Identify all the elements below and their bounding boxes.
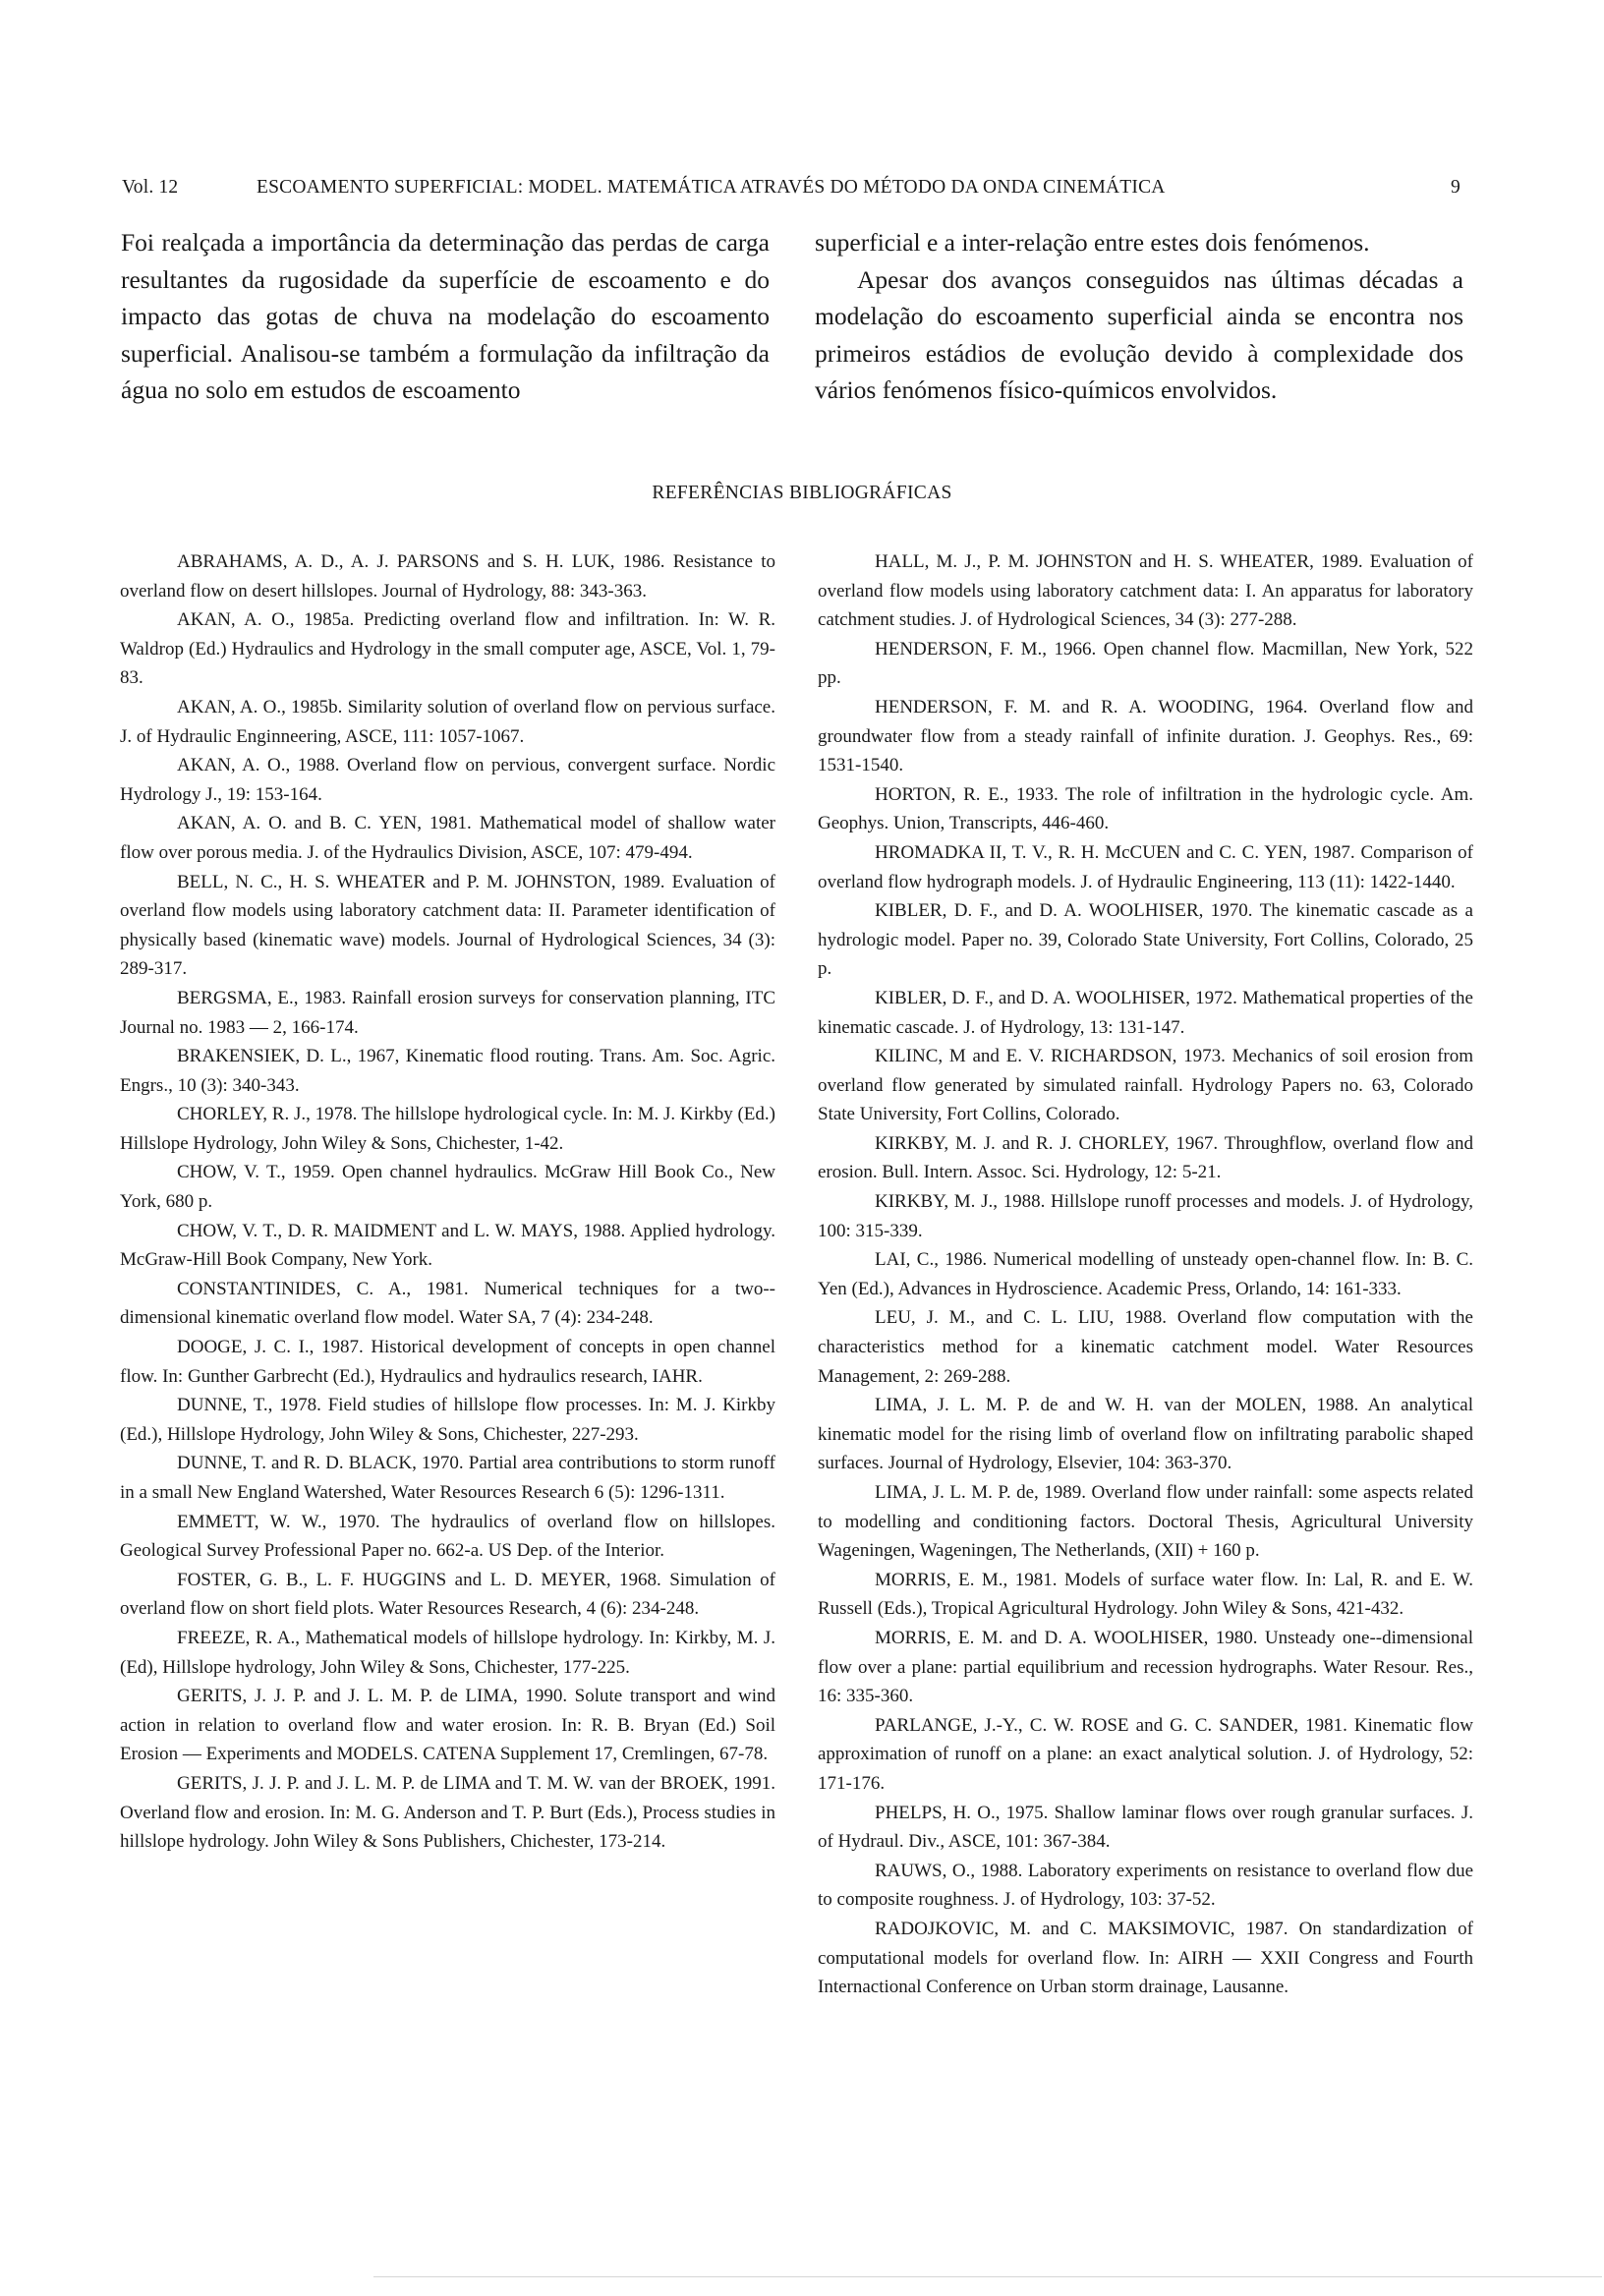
reference-entry: RADOJKOVIC, M. and C. MAKSIMOVIC, 1987. On standardization of computational models for overland flow. In: AIRH — XXII Congress and Fourth Internactional Conference on Urban storm drainage, Lausanne.: [818, 1918, 1473, 1998]
reference-entry: RAUWS, O., 1988. Laboratory experiments on resistance to overland flow due to composite roughness. J. of Hydrology, 103: 37-52.: [818, 1860, 1473, 1911]
reference-entry: ABRAHAMS, A. D., A. J. PARSONS and S. H. LUK, 1986. Resistance to overland flow on desert hillslopes. Journal of Hydrology, 88: 343-363.: [120, 551, 775, 602]
reference-entry: AKAN, A. O., 1985a. Predicting overland flow and infiltration. In: W. R. Waldrop (Ed.) Hydraulics and Hydrology in the small computer age, ASCE, Vol. 1, 79-83.: [120, 609, 775, 689]
references-heading: REFERÊNCIAS BIBLIOGRÁFICAS: [652, 483, 952, 503]
reference-entry: KIBLER, D. F., and D. A. WOOLHISER, 1972. Mathematical properties of the kinematic cascade. J. of Hydrology, 13: 131-147.: [818, 987, 1473, 1038]
intro-paragraph-continuation: superficial e a inter-relação entre estes dois fenómenos.: [815, 228, 1370, 257]
reference-entry: BERGSMA, E., 1983. Rainfall erosion surveys for conservation planning, ITC Journal no. 1983 — 2, 166-174.: [120, 987, 775, 1038]
reference-entry: KIRKBY, M. J., 1988. Hillslope runoff processes and models. J. of Hydrology, 100: 315-339.: [818, 1191, 1473, 1241]
references-column-right: [818, 547, 1473, 2002]
reference-entry: KIRKBY, M. J. and R. J. CHORLEY, 1967. Throughflow, overland flow and erosion. Bull. Intern. Assoc. Sci. Hydrology, 12: 5-21.: [818, 1132, 1473, 1183]
running-title: ESCOAMENTO SUPERFICIAL: MODEL. MATEMÁTICA ATRAVÉS DO MÉTODO DA ONDA CINEMÁTICA: [257, 177, 1166, 198]
page-number: 9: [1451, 177, 1461, 198]
reference-entry: LEU, J. M., and C. L. LIU, 1988. Overland flow computation with the characteristics method for a kinematic catchment model. Water Resources Management, 2: 269-288.: [818, 1307, 1473, 1387]
reference-entry: CHORLEY, R. J., 1978. The hillslope hydrological cycle. In: M. J. Kirkby (Ed.) Hillslope Hydrology, John Wiley & Sons, Chichester, 1-42.: [120, 1104, 775, 1154]
reference-entry: DUNNE, T., 1978. Field studies of hillslope flow processes. In: M. J. Kirkby (Ed.), Hillslope Hydrology, John Wiley & Sons, Chichester, 227-293.: [120, 1395, 775, 1445]
running-header: [122, 177, 1461, 206]
reference-entry: PHELPS, H. O., 1975. Shallow laminar flows over rough granular surfaces. J. of Hydraul. Div., ASCE, 101: 367-384.: [818, 1802, 1473, 1853]
reference-entry: FREEZE, R. A., Mathematical models of hillslope hydrology. In: Kirkby, M. J. (Ed), Hillslope hydrology, John Wiley & Sons, Chichester, 177-225.: [120, 1627, 775, 1678]
intro-column-right: [815, 224, 1463, 421]
reference-entry: CHOW, V. T., D. R. MAIDMENT and L. W. MAYS, 1988. Applied hydrology. McGraw-Hill Book Company, New York.: [120, 1220, 775, 1271]
reference-entry: BRAKENSIEK, D. L., 1967, Kinematic flood routing. Trans. Am. Soc. Agric. Engrs., 10 (3): 340-343.: [120, 1046, 775, 1096]
reference-entry: PARLANGE, J.-Y., C. W. ROSE and G. C. SANDER, 1981. Kinematic flow approximation of runoff on a plane: an exact analytical solution. J. of Hydrology, 52: 171-176.: [818, 1714, 1473, 1794]
reference-entry: GERITS, J. J. P. and J. L. M. P. de LIMA and T. M. W. van der BROEK, 1991. Overland flow and erosion. In: M. G. Anderson and T. P. Burt (Eds.), Process studies in hillslope hydrology. John Wiley & Sons Publishers, Chichester, 173-214.: [120, 1772, 775, 1853]
reference-entry: CONSTANTINIDES, C. A., 1981. Numerical techniques for a two--dimensional kinematic overland flow model. Water SA, 7 (4): 234-248.: [120, 1278, 775, 1329]
reference-entry: HENDERSON, F. M. and R. A. WOODING, 1964. Overland flow and groundwater flow from a steady rainfall of infinite duration. J. Geophys. Res., 69: 1531-1540.: [818, 696, 1473, 776]
reference-entry: KIBLER, D. F., and D. A. WOOLHISER, 1970. The kinematic cascade as a hydrologic model. Paper no. 39, Colorado State University, Fort Collins, Colorado, 25 p.: [818, 900, 1473, 980]
reference-entry: LIMA, J. L. M. P. de, 1989. Overland flow under rainfall: some aspects related to modelling and conditioning factors. Doctoral Thesis, Agricultural University Wageningen, Wageningen, The Netherlands, (XII) + 160 p.: [818, 1482, 1473, 1562]
reference-entry: CHOW, V. T., 1959. Open channel hydraulics. McGraw Hill Book Co., New York, 680 p.: [120, 1162, 775, 1213]
reference-entry: FOSTER, G. B., L. F. HUGGINS and L. D. MEYER, 1968. Simulation of overland flow on short field plots. Water Resources Research, 4 (6): 234-248.: [120, 1569, 775, 1620]
scan-edge-line: [373, 2276, 1602, 2277]
reference-entry: LAI, C., 1986. Numerical modelling of unsteady open-channel flow. In: B. C. Yen (Ed.), Advances in Hydroscience. Academic Press, Orlando, 14: 161-333.: [818, 1249, 1473, 1299]
references-column-left: [120, 547, 775, 1857]
reference-entry: DUNNE, T. and R. D. BLACK, 1970. Partial area contributions to storm runoff in a small New England Watershed, Water Resources Research 6 (5): 1296-1311.: [120, 1453, 775, 1503]
intro-paragraph: Apesar dos avanços conseguidos nas últimas décadas a modelação do escoamento superficial ainda se encontra nos primeiros estádios de evolução devido à complexidade dos vários fenómenos físico-químicos envolvidos.: [815, 264, 1463, 404]
reference-entry: HENDERSON, F. M., 1966. Open channel flow. Macmillan, New York, 522 pp.: [818, 638, 1473, 689]
reference-entry: GERITS, J. J. P. and J. L. M. P. de LIMA, 1990. Solute transport and wind action in relation to overland flow and water erosion. In: R. B. Bryan (Ed.) Soil Erosion — Experiments and MODELS. CATENA Supplement 17, Cremlingen, 67-78.: [120, 1686, 775, 1765]
reference-entry: HORTON, R. E., 1933. The role of infiltration in the hydrologic cycle. Am. Geophys. Union, Transcripts, 446-460.: [818, 783, 1473, 834]
reference-entry: MORRIS, E. M., 1981. Models of surface water flow. In: Lal, R. and E. W. Russell (Eds.), Tropical Agricultural Hydrology. John Wiley & Sons, 421-432.: [818, 1569, 1473, 1620]
reference-entry: AKAN, A. O., 1985b. Similarity solution of overland flow on pervious surface. J. of Hydraulic Enginneering, ASCE, 111: 1057-1067.: [120, 696, 775, 747]
reference-entry: KILINC, M and E. V. RICHARDSON, 1973. Mechanics of soil erosion from overland flow generated by simulated rainfall. Hydrology Papers no. 63, Colorado State University, Fort Collins, Colorado.: [818, 1046, 1473, 1125]
reference-entry: AKAN, A. O., 1988. Overland flow on pervious, convergent surface. Nordic Hydrology J., 19: 153-164.: [120, 755, 775, 805]
reference-entry: MORRIS, E. M. and D. A. WOOLHISER, 1980. Unsteady one--dimensional flow over a plane: partial equilibrium and recession hydrographs. Water Resour. Res., 16: 335-360.: [818, 1627, 1473, 1707]
volume-label: Vol. 12: [122, 177, 179, 198]
reference-entry: AKAN, A. O. and B. C. YEN, 1981. Mathematical model of shallow water flow over porous media. J. of the Hydraulics Division, ASCE, 107: 479-494.: [120, 813, 775, 863]
reference-entry: HROMADKA II, T. V., R. H. McCUEN and C. C. YEN, 1987. Comparison of overland flow hydrograph models. J. of Hydraulic Engineering, 113 (11): 1422-1440.: [818, 841, 1473, 892]
reference-entry: LIMA, J. L. M. P. de and W. H. van der MOLEN, 1988. An analytical kinematic model for the rising limb of overland flow on infiltrating parabolic shaped surfaces. Journal of Hydrology, Elsevier, 104: 363-370.: [818, 1395, 1473, 1474]
intro-paragraph: Foi realçada a importância da determinação das perdas de carga resultantes da rugosidade da superfície de escoamento e do impacto das gotas de chuva na modelação do escoamento superficial. Analisou-se também a formulação da infiltração da água no solo em estudos de escoamento: [121, 228, 770, 404]
reference-entry: HALL, M. J., P. M. JOHNSTON and H. S. WHEATER, 1989. Evaluation of overland flow models using laboratory catchment data: I. An apparatus for laboratory catchment studies. J. of Hydrological Sciences, 34 (3): 277-288.: [818, 551, 1473, 631]
reference-entry: DOOGE, J. C. I., 1987. Historical development of concepts in open channel flow. In: Gunther Garbrecht (Ed.), Hydraulics and hydraulics research, IAHR.: [120, 1337, 775, 1387]
reference-entry: BELL, N. C., H. S. WHEATER and P. M. JOHNSTON, 1989. Evaluation of overland flow models using laboratory catchment data: II. Parameter identification of physically based (kinematic wave) models. Journal of Hydrological Sciences, 34 (3): 289-317.: [120, 871, 775, 980]
intro-column-left: [121, 224, 770, 421]
reference-entry: EMMETT, W. W., 1970. The hydraulics of overland flow on hillslopes. Geological Survey Professional Paper no. 662-a. US Dep. of the Interior.: [120, 1511, 775, 1562]
